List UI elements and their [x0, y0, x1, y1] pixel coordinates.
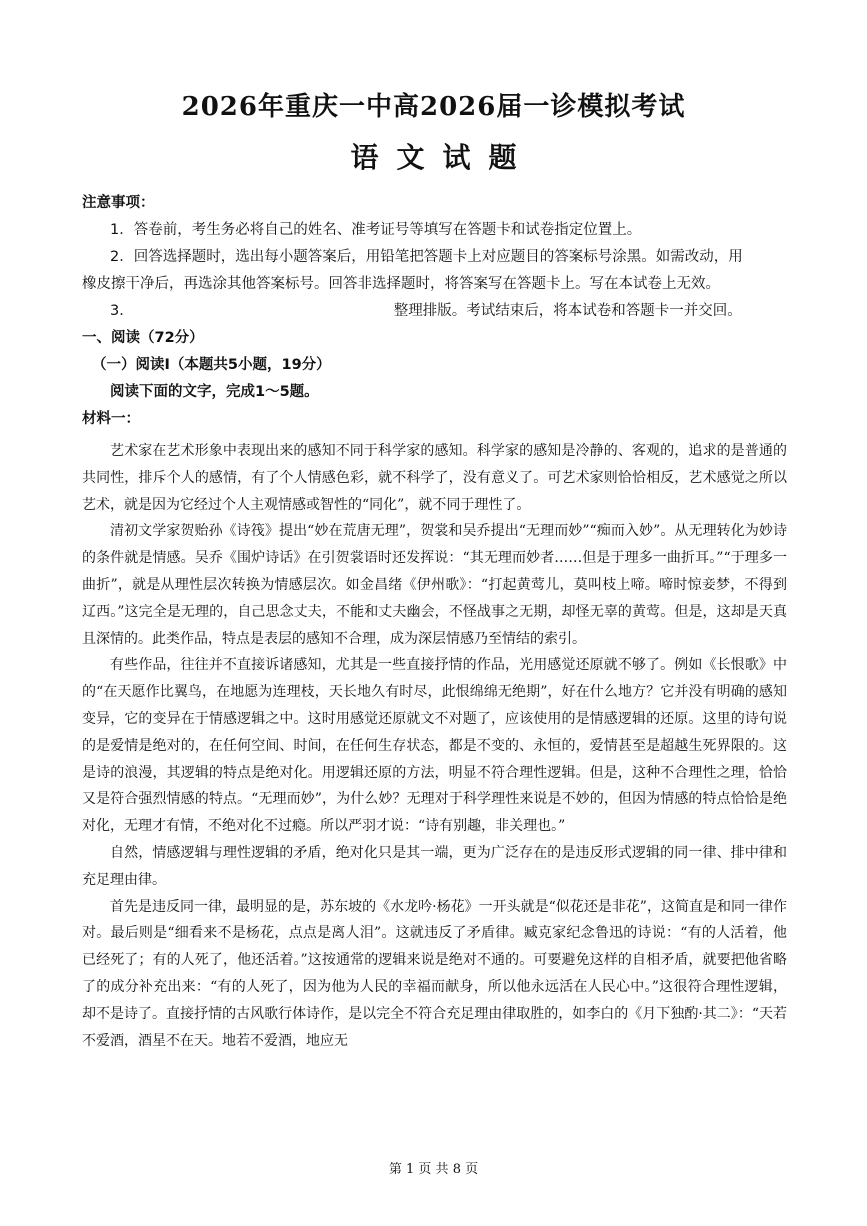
- exam-title: 2026年重庆一中高2026届一诊模拟考试: [181, 92, 686, 122]
- notice-item-3-text: 整理排版。考试结束后，将本试卷和答题卡一并交回。: [393, 303, 742, 319]
- passage-paragraph-2: 清初文学家贺贻孙《诗筏》提出“妙在荒唐无理”，贺裳和吴乔提出“无理而妙”“痴而入妙”。从无理转化为妙诗的条件就是情感。吴乔《围炉诗话》在引贺裳语时还发挥说：“其无理而妙者……但是于理多一曲折耳。”“于理多一曲折”，就是从理性层次转换为情感层次。如金昌绪《伊州歌》：“打起黄莺儿，莫叫枝上啼。啼时惊妾梦，不得到辽西。”这完全是无理的，自己思念丈夫，不能和丈夫幽会，不怪战事之无期，却怪无辜的黄莺。但是，这却是天真且深情的。此类作品，特点是表层的感知不合理，成为深层情感乃至情结的索引。: [82, 523, 787, 647]
- passage-paragraph-3: 有些作品，往往并不直接诉诸感知，尤其是一些直接抒情的作品，光用感觉还原就不够了。例如《长恨歌》中的“在天愿作比翼鸟，在地愿为连理枝，天长地久有时尽，此恨绵绵无绝期”，好在什么地方？它并没有明确的感知变异，它的变异在于情感逻辑之中。这时用感觉还原就文不对题了，应该使用的是情感逻辑的还原。这里的诗句说的是爱情是绝对的，在任何空间、时间，在任何生存状态，都是不变的、永恒的，爱情甚至是超越生死界限的。这是诗的浪漫，其逻辑的特点是绝对化。用逻辑还原的方法，明显不符合理性逻辑。但是，这种不合理性之理，恰恰又是符合强烈情感的特点。“无理而妙”，为什么妙？无理对于科学理性来说是不妙的，但因为情感的特点恰恰是绝对化，无理才有情，不绝对化不过瘾。所以严羽才说：“诗有别趣，非关理也。”: [82, 657, 787, 835]
- notice-item-3: [82, 298, 787, 325]
- notice-heading: 注意事项：: [82, 195, 155, 211]
- notice-item-3-number: 3．: [110, 303, 134, 319]
- passage-paragraph-4: 自然，情感逻辑与理性逻辑的矛盾，绝对化只是其一端，更为广泛存在的是违反形式逻辑的同一律、排中律和充足理由律。: [82, 844, 787, 888]
- page-footer: 第 1 页 共 8 页: [388, 1162, 479, 1177]
- passage-paragraph-1: 艺术家在艺术形象中表现出来的感知不同于科学家的感知。科学家的感知是冷静的、客观的，追求的是普通的共同性，排斥个人的感情，有了个人情感色彩，就不科学了，没有意义了。可艺术家则恰恰相反，艺术感觉之所以艺术，就是因为它经过个人主观情感或智性的“同化”，就不同于理性了。: [82, 443, 787, 513]
- material-label: 材料一：: [82, 411, 140, 427]
- subject-title: 语文试题: [350, 141, 535, 174]
- notice-item-2-line-2: 橡皮擦干净后，再选涂其他答案标号。回答非选择题时，将答案写在答题卡上。写在本试卷上无效。: [82, 276, 720, 292]
- notice-item-1: 1．答卷前，考生务必将自己的姓名、准考证号等填写在答题卡和试卷指定位置上。: [110, 222, 642, 238]
- notice-section: [82, 190, 787, 433]
- part-heading: 一、阅读（72分）: [82, 330, 204, 346]
- passage-body: [82, 438, 787, 1054]
- subsection-heading: （一）阅读Ⅰ（本题共5小题，19分）: [92, 357, 331, 373]
- passage-paragraph-5: 首先是违反同一律，最明显的是，苏东坡的《水龙吟·杨花》一开头就是“似花还是非花”，这简直是和同一律作对。最后则是“细看来不是杨花，点点是离人泪”。这就违反了矛盾律。臧克家纪念鲁迅的诗说：“有的人活着，他已经死了；有的人死了，他还活着。”这按通常的逻辑来说是绝对不通的。可要避免这样的自相矛盾，就要把他省略了的成分补充出来：“有的人死了，因为他为人民的幸福而献身，所以他永远活在人民心中。”这很符合理性逻辑，却不是诗了。直接抒情的古风歌行体诗作，是以完全不符合充足理由律取胜的，如李白的《月下独酌·其二》：“天若不爱酒，酒星不在天。地若不爱酒，地应无: [82, 898, 787, 1049]
- notice-item-2-line-1: 2．回答选择题时，选出每小题答案后，用铅笔把答题卡上对应题目的答案标号涂黑。如需改动，用: [110, 249, 743, 265]
- reading-instruction: 阅读下面的文字，完成1～5题。: [110, 384, 319, 400]
